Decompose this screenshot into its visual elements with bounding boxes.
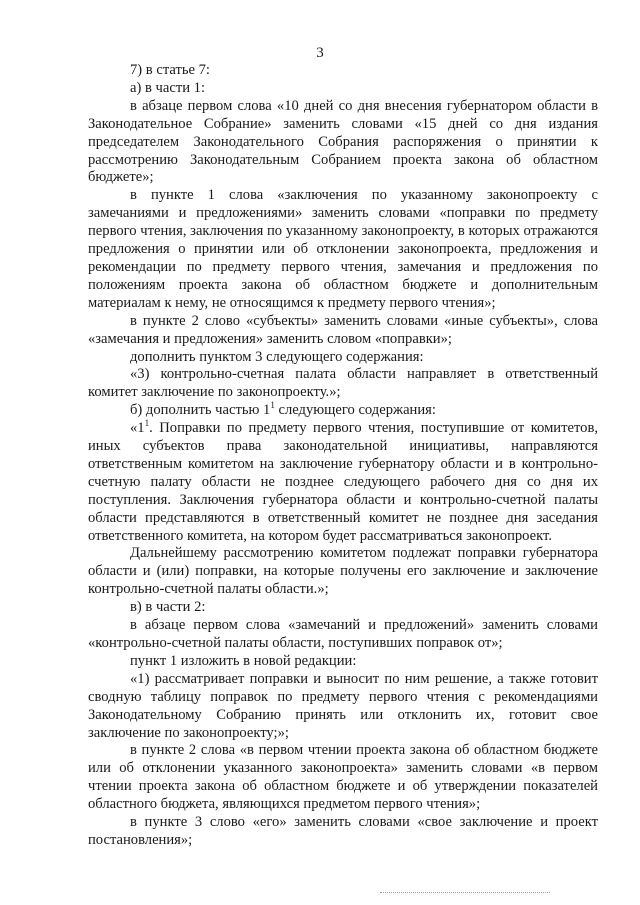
paragraph-part-1: а) в части 1:	[130, 79, 206, 96]
paragraph-part-b	[88, 402, 598, 420]
part-b-sup: 1	[270, 400, 275, 411]
paragraph-further-review: Дальнейшему рассмотрению комитетом подлежат поправки губернатора области и (или) поправки, на которые получены его заключение и заключение контрольно-счетной палаты области.»;	[88, 545, 598, 598]
paragraph-point-3-text: «3) контрольно-счетная палата области направляет в ответственный комитет заключение по законопроекту.»;	[88, 366, 598, 401]
part-b-text: б) дополнить частью 1	[130, 402, 271, 419]
paragraph-part-2-abzac: в абзаце первом слова «замечаний и предложений» заменить словами «контрольно-счетной палаты области, поступивших поправок от»;	[88, 617, 598, 651]
document-body	[88, 62, 598, 850]
paragraph-first-abzac: в абзаце первом слова «10 дней со дня внесения губернатором области в Законодательное Собрание» заменить словами «15 дней со дня издания председателем Законодательного Собрания распоряжения о принятии к рассмотрению Законодательным Собранием проекта закона об областном бюджете»;	[88, 97, 598, 186]
paragraph-part-1-1	[88, 420, 598, 545]
paragraph-point-1-text: «1) рассматривает поправки и выносит по ним решение, а также готовит сводную таблицу поправок по предмету первого чтения с рекомендациями Законодательному Собранию принять или отклонить их, готовит свое заключение по законопроекту;»;	[88, 670, 598, 741]
quote-sup: 1	[144, 418, 150, 429]
paragraph-point-1-new: пункт 1 изложить в новой редакции:	[130, 652, 357, 669]
quote-dot: .	[149, 420, 160, 437]
paragraph-point-2: в пункте 2 слово «субъекты» заменить словами «иные субъекты», слова «замечания и предложения» заменить словом «поправки»;	[88, 312, 598, 347]
part-1-1-text: Поправки по предмету первого чтения, поступившие от комитетов, иных субъектов права законодательной инициативы, направляются ответственным комитетом на заключение губернатору области и в контрольно-счетную палату области не позднее следующего рабочего дня со дня их поступления. Заключения губернатора области и контрольно-счетной палаты области представляются в ответственный комитет не позднее дня заседания ответственного комитета, на котором будет рассматриваться законопроект.	[88, 420, 598, 544]
paragraph-point-2-part-2: в пункте 2 слова «в первом чтении проекта закона об областном бюджете или об отклонении указанного законопроекта» заменить словами «в первом чтении проекта закона об областном бюджете и об утверждении показателей областного бюджета, являющихся предметом первого чтения»;	[88, 742, 598, 813]
paragraph-part-2: в) в части 2:	[130, 599, 206, 616]
paragraph-add-point-3: дополнить пунктом 3 следующего содержания:	[130, 348, 424, 365]
quote-lead: «1	[130, 420, 145, 437]
scan-artifact-line	[380, 892, 550, 896]
paragraph-point-1: в пункте 1 слова «заключения по указанному законопроекту с замечаниями и предложениями» заменить словами «поправки по предмету первого чтения, заключения по указанному законопроекту, в которых отражаются предложения о принятии или об отклонении законопроекта, предложения и рекомендации по предмету первого чтения, замечания и предложения по положениям проекта закона об областном бюджете и дополнительным материалам к нему, не относящимся к предмету первого чтения»;	[88, 187, 598, 311]
part-b-tail: следующего содержания:	[274, 402, 436, 419]
page-number: 3	[316, 45, 324, 61]
paragraph-article-7: 7) в статье 7:	[130, 62, 210, 78]
paragraph-point-3-part-2: в пункте 3 слово «его» заменить словами «свое заключение и проект постановления»;	[88, 814, 598, 848]
